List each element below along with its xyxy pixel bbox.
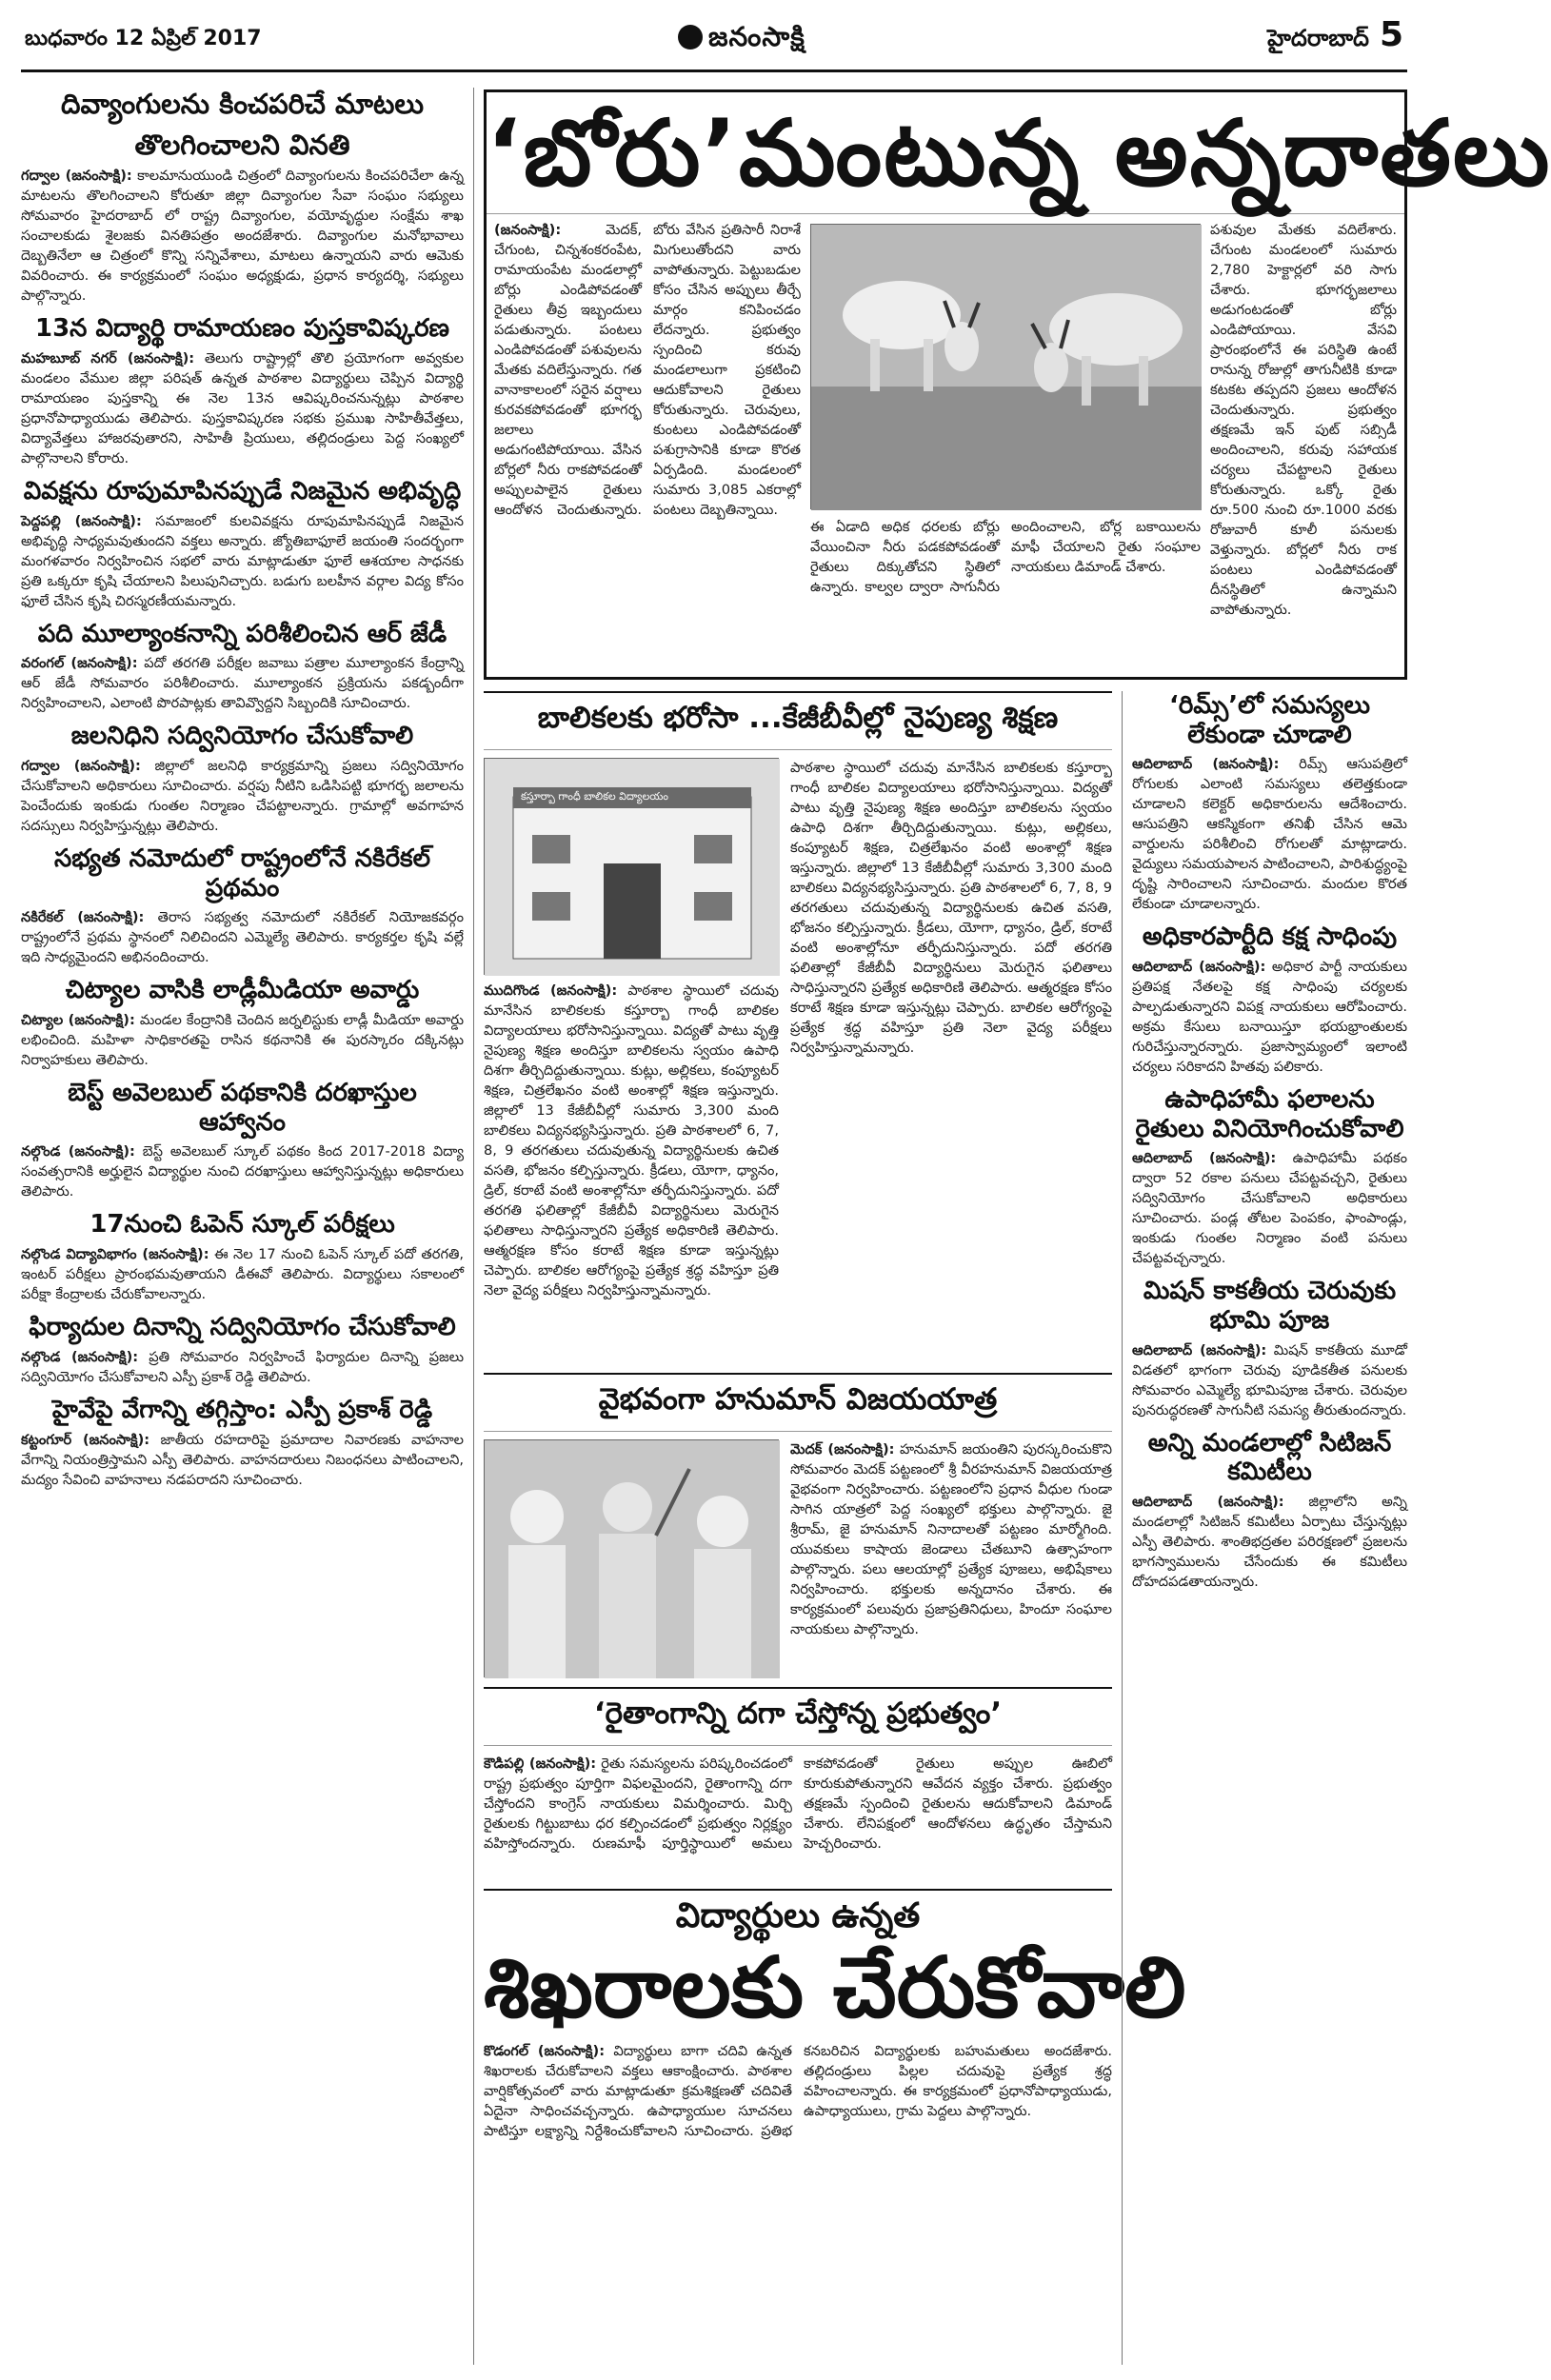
- story-headline: అన్ని మండలాల్లో సిటిజన్ కమిటీలు: [1147, 1428, 1392, 1487]
- edition-city: హైదరాబాద్: [1267, 25, 1369, 51]
- story-headline: వివక్షను రూపుమాపినప్పుడే నిజమైన అభివృద్ధి: [23, 477, 462, 506]
- story-ramayanam: [21, 314, 464, 468]
- story-kicker: విద్యార్థులు ఉన్నత: [675, 1896, 921, 1935]
- story-body: ఉపాధిహామీ పథకం ద్వారా 52 రకాల పనులు చేపట్టవచ్చని, రైతులు సద్వినియోగం చేసుకోవాలని అధికారులు సూచించారు. పండ్ల తోటల పెంపకం, ఫాంపాండ్లు, ఇంకుడు గుంతల నిర్మాణం వంటి పనులు చేపట్టవచ్చన్నారు.: [1132, 1150, 1407, 1267]
- story-kgbv: [484, 691, 1112, 1359]
- story-body: మండల కేంద్రానికి చెందిన జర్నలిస్టుకు లాడ్లీ మీడియా అవార్డు లభించింది. మహిళా సాధికారతపై రాసిన కథనానికి ఈ పురస్కారం దక్కినట్లు నిర్వాహకులు తెలిపారు.: [21, 1012, 464, 1069]
- story-body: పదో తరగతి పరీక్షల జవాబు పత్రాల మూల్యాంకన కేంద్రాన్ని ఆర్ జేడీ సోమవారం పరిశీలించారు. మూల్యాంకన ప్రక్రియను పకడ్బందీగా నిర్వహించాలని, ఎలాంటి పొరపాట్లకు తావివ్వొద్దని సిబ్బందికి సూచించారు.: [21, 655, 464, 712]
- story-body: కాలమానుయుండి చిత్రంలో దివ్యాంగులను కించపరిచేలా ఉన్న మాటలను తొలగించాలని కోరుతూ జిల్లా దివ్యాంగుల సేవా సంఘం సభ్యులు సోమవారం హైదరాబాద్ లో రాష్ట్ర దివ్యాంగుల, వయోవృద్ధుల సంక్షేమ శాఖ సంచాలకుడు శైలజకు వినతిపత్రం అందజేశారు. దివ్యాంగుల మనోభావాలు దెబ్బతినేలా ఆ చిత్రంలో కొన్ని సన్నివేశాలు, మాటలు ఉన్నాయని వారు ఆమెకు వివరించారు. ఈ కార్యక్రమంలో సంఘం అధ్యక్షుడు, ప్రధాన కార్యదర్శి, సభ్యులు పాల్గొన్నారు.: [21, 168, 465, 305]
- story-dateline: పెద్దపల్లి (జనంసాక్షి):: [21, 512, 142, 529]
- story-body: విద్యార్థులు బాగా చదివి ఉన్నత శిఖరాలకు చేరుకోవాలని వక్తలు ఆకాంక్షించారు. పాఠశాల వార్షికోత్సవంలో వారు మాట్లాడుతూ క్రమశిక్షణతో చదివితే ఏదైనా సాధించవచ్చన్నారు. ఉపాధ్యాయుల సూచనలు పాటిస్తూ లక్ష్యాన్ని నిర్దేశించుకోవాలని సూచించారు. ప్రతిభ కనబరిచిన విద్యార్థులకు బహుమతులు అందజేశారు. తల్లిదండ్రులు పిల్లల చదువుపై ప్రత్యేక శ్రద్ధ వహించాలన్నారు. ఈ కార్యక్రమంలో ప్రధానోపాధ్యాయుడు, ఉపాధ్యాయులు, గ్రామ పెద్దలు పాల్గొన్నారు.: [484, 2043, 1112, 2140]
- story-pada-mulyankanam: [21, 620, 464, 714]
- left-column: [21, 88, 474, 2365]
- story-body: ఈ నెల 17 నుంచి ఓపెన్ స్కూల్ పదో తరగతి, ఇంటర్ పరీక్షలు ప్రారంభమవుతాయని డీఈవో తెలిపారు. విద్యార్థులు సకాలంలో పరీక్షా కేంద్రాలకు చేరుకోవాలన్నారు.: [21, 1246, 465, 1303]
- story-students-heights: [484, 1889, 1186, 2365]
- story-upadhi-hami: [1132, 1085, 1407, 1268]
- story-dateline: ఆదిలాబాద్ (జనంసాక్షి):: [1132, 959, 1266, 976]
- story-headline: ‘రైతాంగాన్ని దగా చేస్తోన్న ప్రభుత్వం’: [484, 1687, 1112, 1746]
- story-open-school: [21, 1210, 464, 1304]
- story-dateline: గద్వాల (జనంసాక్షి):: [21, 758, 141, 775]
- story-body: జిల్లాలోని అన్ని మండలాల్లో సిటిజన్ కమిటీలు ఏర్పాటు చేస్తున్నట్లు ఎస్పీ తెలిపారు. శాంతిభద్రతల పరిరక్షణలో ప్రజలను భాగస్వాములను చేసేందుకు ఈ కమిటీలు దోహదపడతాయన్నారు.: [1132, 1494, 1407, 1591]
- story-headline: పది మూల్యాంకనాన్ని పరిశీలించిన ఆర్ జేడీ: [37, 619, 447, 648]
- story-dateline: మహబూబ్ నగర్ (జనంసాక్షి):: [21, 350, 195, 367]
- lead-body-middle: [810, 517, 1201, 669]
- story-body: రైతు సమస్యలను పరిష్కరించడంలో రాష్ట్ర ప్రభుత్వం పూర్తిగా విఫలమైందని, రైతాంగాన్ని దగా చేస్తోందని కాంగ్రెస్ నాయకులు విమర్శించారు. మిర్చి రైతులకు గిట్టుబాటు ధర కల్పించడంలో ప్రభుత్వం నిర్లక్ష్యం వహిస్తోందన్నారు. రుణమాఫీ పూర్తిస్థాయిలో అమలు కాకపోవడంతో రైతులు అప్పుల ఊబిలో కూరుకుపోతున్నారని ఆవేదన వ్యక్తం చేశారు. ప్రభుత్వం తక్షణమే స్పందించి రైతులను ఆదుకోవాలని డిమాండ్ చేశారు. లేనిపక్షంలో ఆందోళనలు ఉద్ధృతం చేస్తామని హెచ్చరించారు.: [484, 1755, 1112, 1852]
- story-grievance-day: [21, 1313, 464, 1387]
- story-headline: ఉపాధిహామీ ఫలాలను రైతులు వినియోగించుకోవాలి: [1135, 1085, 1404, 1143]
- story-rims: [1132, 691, 1407, 914]
- story-body: జిల్లాలో జలనిధి కార్యక్రమాన్ని ప్రజలు సద్వినియోగం చేసుకోవాలని అధికారులు సూచించారు. వర్షపు నీటిని ఒడిసిపట్టి భూగర్భ జలాలను పెంచేందుకు ఇంకుడు గుంతల నిర్మాణం చేపట్టాలన్నారు. గ్రామాల్లో అవగాహన సదస్సులు నిర్వహిస్తున్నట్లు తెలిపారు.: [21, 758, 465, 835]
- story-dateline: ఆదిలాబాద్ (జనంసాక్షి):: [1132, 1150, 1277, 1167]
- story-divyangula: [21, 88, 464, 120]
- issue-date: బుధవారం 12 ఏప్రిల్ 2017: [25, 27, 262, 50]
- right-column: [1122, 691, 1407, 2365]
- lead-body-text: ఈ ఏడాది అధిక ధరలకు బోర్లు వేయించినా నీరు పడకపోవడంతో రైతులు దిక్కుతోచని స్థితిలో ఉన్నారు. కాల్వల ద్వారా సాగునీరు అందించాలని, బోర్ల బకాయిలను మాఫీ చేయాలని రైతు సంఘాల నాయకులు డిమాండ్ చేశారు.: [810, 519, 1201, 595]
- story-dateline: నల్గొండ (జనంసాక్షి):: [21, 1348, 139, 1365]
- story-headline: అధికారపార్టీది కక్ష సాధింపు: [1142, 922, 1398, 952]
- story-dateline: కట్టంగూర్ (జనంసాక్షి):: [21, 1431, 150, 1448]
- lead-body-right: [1210, 220, 1397, 669]
- story-mission-kakatiya: [1132, 1277, 1407, 1419]
- lead-body-text: మెదక్, చేగుంట, చిన్నశంకరంపేట, రామాయంపేట మండలాల్లో బోర్లు ఎండిపోవడంతో రైతులు తీవ్ర ఇబ్బందులు పడుతున్నారు. పంటలు ఎండిపోవడంతో పశువులను మేతకు వదిలేస్తున్నారు. గత వానాకాలంలో సరైన వర్షాలు కురవకపోవడంతో భూగర్భ జలాలు అడుగంటిపోయాయి. వేసిన బోర్లలో నీరు రాకపోవడంతో అప్పులపాలైన రైతులు ఆందోళన చెందుతున్నారు. బోరు వేసిన ప్రతిసారీ నిరాశే మిగులుతోందని వారు వాపోతున్నారు. పెట్టుబడుల కోసం చేసిన అప్పులు తీర్చే మార్గం కనిపించడం లేదన్నారు. ప్రభుత్వం స్పందించి కరువు మండలాలుగా ప్రకటించి ఆదుకోవాలని రైతులు కోరుతున్నారు. చెరువులు, కుంటలు ఎండిపోవడంతో పశుగ్రాసానికి కూడా కొరత ఏర్పడింది. మండలంలో సుమారు 3,085 ఎకరాల్లో పంటలు దెబ్బతిన్నాయి.: [494, 222, 801, 518]
- story-headline: బెస్ట్ అవెలబుల్ పథకానికి దరఖాస్తుల ఆహ్వానం: [68, 1079, 417, 1137]
- story-headline: మిషన్ కాకతీయ చెరువుకు భూమి పూజ: [1143, 1277, 1397, 1336]
- story-dateline: గద్వాల (జనంసాక్షి):: [21, 168, 132, 185]
- lead-body-left: [494, 220, 801, 669]
- story-body-continued: పాఠశాల స్థాయిలో చదువు మానేసిన బాలికలకు కస్తూర్బా గాంధీ బాలికల విద్యాలయాలు భరోసానిస్తున్నాయి. విద్యతో పాటు వృత్తి నైపుణ్య శిక్షణ అందిస్తూ బాలికలను స్వయం ఉపాధి దిశగా తీర్చిదిద్దుతున్నాయి. కుట్లు, అల్లికలు, కంప్యూటర్ శిక్షణ, చిత్రలేఖనం వంటి అంశాల్లో శిక్షణ ఇస్తున్నారు. జిల్లాలో 13 కేజీబీవీల్లో సుమారు 3,300 మంది బాలికలు విద్యనభ్యసిస్తున్నారు. ప్రతి పాఠశాలలో 6, 7, 8, 9 తరగతులు చదువుతున్న విద్యార్థినులకు ఉచిత వసతి, భోజనం కల్పిస్తున్నారు. క్రీడలు, యోగా, ధ్యానం, డ్రిల్, కరాటే వంటి అంశాల్లోనూ తర్ఫీదునిస్తున్నారు. పదో తరగతి ఫలితాల్లో కేజీబీవీ విద్యార్థినులు మెరుగైన ఫలితాలు సాధిస్తున్నారని ప్రత్యేక అధికారిణి తెలిపారు. ఆత్మరక్షణ కోసం కరాటే శిక్షణ కూడా ఇస్తున్నట్లు చెప్పారు. బాలికల ఆరోగ్యంపై ప్రత్యేక శ్రద్ధ వహిస్తూ ప్రతి నెలా వైద్య పరీక్షలు నిర్వహిస్తున్నామన్నారు.: [790, 760, 1112, 1056]
- story-dateline: కొడంగల్ (జనంసాక్షి):: [484, 2043, 606, 2060]
- story-highway-speed: [21, 1396, 464, 1490]
- cattle-grazing-photo: [810, 224, 1201, 509]
- story-dateline: నల్గొండ విద్యావిభాగం (జనంసాక్షి):: [21, 1246, 209, 1263]
- lead-dateline: (జనంసాక్షి):: [494, 222, 562, 238]
- story-laadli-award: [21, 976, 464, 1070]
- story-dateline: నకిరేకల్ (జనంసాక్షి):: [21, 909, 145, 926]
- story-headline: జలనిధిని సద్వినియోగం చేసుకోవాలి: [70, 722, 414, 751]
- story-body: మిషన్ కాకతీయ మూడో విడతలో భాగంగా చెరువు పూడికతీత పనులకు సోమవారం ఎమ్మెల్యే భూమిపూజ చేశారు. చెరువుల పునరుద్ధరణతో సాగునీటి సమస్య తీరుతుందన్నారు.: [1132, 1341, 1408, 1418]
- story-govt-betrayal: [484, 1687, 1112, 1877]
- building-signboard: కస్తూర్బా గాంధీ బాలికల విద్యాలయం: [521, 790, 668, 803]
- story-dateline: ఆదిలాబాద్ (జనంసాక్షి):: [1132, 756, 1280, 773]
- story-jalanidhi: [21, 722, 464, 836]
- story-body: తెరాస సభ్యత్వ నమోదులో నకిరేకల్ నియోజకవర్గం రాష్ట్రంలోనే ప్రథమ స్థానంలో నిలిచిందని ఎమ్మెల్యే తెలిపారు. కార్యకర్తల కృషి వల్లే ఇది సాధ్యమైందని అభినందించారు.: [21, 909, 464, 966]
- story-headline: 17నుంచి ఓపెన్ స్కూల్ పరీక్షలు: [89, 1210, 395, 1240]
- story-divyangula-cont: [21, 129, 464, 306]
- story-body: రిమ్స్ ఆసుపత్రిలో రోగులకు ఎలాంటి సమస్యలు తలెత్తకుండా చూడాలని కలెక్టర్ అధికారులను ఆదేశించారు. ఆసుపత్రిని ఆకస్మికంగా తనిఖీ చేసిన ఆమె వార్డులను పరిశీలించి రోగులతో మాట్లాడారు. వైద్యులు సమయపాలన పాటించాలని, పారిశుద్ధ్యంపై దృష్టి సారించాలని సూచించారు. మందుల కొరత లేకుండా చూడాలన్నారు.: [1132, 756, 1407, 913]
- story-best-available: [21, 1079, 464, 1201]
- lead-story: [484, 89, 1551, 680]
- story-headline: సభ్యత నమోదులో రాష్ట్రంలోనే నకిరేకల్ ప్రథమం: [53, 844, 431, 902]
- story-headline: వైభవంగా హనుమాన్ విజయయాత్ర: [484, 1373, 1112, 1432]
- school-building-photo: [484, 758, 779, 975]
- lead-body-text: పశువుల మేతకు వదిలేశారు. చేగుంట మండలంలో సుమారు 2,780 హెక్టార్లలో వరి సాగు చేశారు. భూగర్భజలాలు అడుగంటడంతో బోర్లు ఎండిపోయాయి. వేసవి ప్రారంభంలోనే ఈ పరిస్థితి ఉంటే రానున్న రోజుల్లో తాగునీటికి కూడా కటకట తప్పదని ప్రజలు ఆందోళన చెందుతున్నారు. ప్రభుత్వం తక్షణమే ఇన్ పుట్ సబ్సిడీ అందించాలని, కరువు సహాయక చర్యలు చేపట్టాలని రైతులు కోరుతున్నారు. ఒక్కో రైతు రూ.500 నుంచి రూ.1000 వరకు రోజువారీ కూలీ పనులకు వెళ్తున్నారు. బోర్లలో నీరు రాక పంటలు ఎండిపోవడంతో దీనస్థితిలో ఉన్నామని వాపోతున్నారు.: [1210, 222, 1397, 618]
- story-vivaksha: [21, 477, 464, 611]
- story-body: సమాజంలో కులవివక్షను రూపుమాపినప్పుడే నిజమైన అభివృద్ధి సాధ్యమవుతుందని వక్తలు అన్నారు. జ్యోతిబాఫూలే జయంతి సందర్భంగా మంగళవారం నిర్వహించిన సభలో వారు మాట్లాడుతూ ఫూలే ఆశయాల సాధనకు ప్రతి ఒక్కరూ కృషి చేయాలని పిలుపునిచ్చారు. బడుగు బలహీన వర్గాల విద్య కోసం ఫూలే చేసిన కృషి చిరస్మరణీయమన్నారు.: [21, 512, 464, 609]
- story-body: జాతీయ రహదారిపై ప్రమాదాల నివారణకు వాహనాల వేగాన్ని నియంత్రిస్తామని ఎస్పీ తెలిపారు. వాహనదారులు నిబంధనలు పాటించాలని, మద్యం సేవించి వాహనాలు నడపరాదని సూచించారు.: [21, 1431, 464, 1488]
- page-number: 5: [1379, 15, 1403, 54]
- story-body: ప్రతి సోమవారం నిర్వహించే ఫిర్యాదుల దినాన్ని ప్రజలు సద్వినియోగం చేసుకోవాలని ఎస్పీ ప్రకాశ్ రెడ్డి తెలిపారు.: [21, 1348, 465, 1385]
- story-headline: దివ్యాంగులను కించపరిచే మాటలు: [60, 88, 424, 120]
- story-body: తెలుగు రాష్ట్రాల్లో తొలి ప్రయోగంగా అవ్వకుల మండలం వేముల జిల్లా పరిషత్ ఉన్నత పాఠశాల విద్యార్థులు చెప్పిన విద్యార్థి రామాయణం పుస్తకాన్ని ఈ నెల 13న ఆవిష్కరించనున్నట్లు పాఠశాల ప్రధానోపాధ్యాయుడు తెలిపారు. పుస్తకావిష్కరణ సభకు ప్రముఖ సాహితీవేత్తలు, విద్యావేత్తలు హాజరవుతారని, సాహితీ ప్రియులు, తల్లిదండ్రులు పెద్ద సంఖ్యలో పాల్గొనాలని కోరారు.: [21, 350, 464, 467]
- story-body: బెస్ట్ అవెలబుల్ స్కూల్ పథకం కింద 2017-2018 విద్యా సంవత్సరానికి అర్హులైన విద్యార్థుల నుంచి దరఖాస్తులు ఆహ్వానిస్తున్నట్లు అధికారులు తెలిపారు.: [21, 1143, 464, 1200]
- story-nakirekal: [21, 844, 464, 967]
- story-headline: 13న విద్యార్థి రామాయణం పుస్తకావిష్కరణ: [34, 314, 449, 344]
- procession-photo: [484, 1439, 779, 1677]
- story-headline: శిఖరాలకు చేరుకోవాలి: [484, 1938, 1186, 2036]
- cattle-illustration: [811, 225, 1202, 510]
- story-dateline: మెదక్ (జనంసాక్షి):: [790, 1441, 895, 1458]
- paper-name: జనంసాక్షి: [708, 21, 805, 52]
- story-kaksha-sadhimpu: [1132, 922, 1407, 1077]
- story-dateline: ఆదిలాబాద్ (జనంసాక్షి):: [1132, 1341, 1267, 1359]
- story-body: అధికార పార్టీ నాయకులు ప్రతిపక్ష నేతలపై కక్ష సాధింపు చర్యలకు పాల్పడుతున్నారని విపక్ష నాయకులు ఆరోపించారు. అక్రమ కేసులు బనాయిస్తూ భయభ్రాంతులకు గురిచేస్తున్నారన్నారు. ప్రజాస్వామ్యంలో ఇలాంటి చర్యలు సరికాదని హితవు పలికారు.: [1132, 959, 1407, 1076]
- story-headline: ‘రిమ్స్’లో సమస్యలు లేకుండా చూడాలి: [1169, 691, 1370, 749]
- masthead: [21, 13, 1407, 72]
- paper-logo: [678, 21, 805, 59]
- story-dateline: చిట్యాల (జనంసాక్షి):: [21, 1012, 135, 1029]
- logo-icon: [678, 25, 703, 50]
- procession-illustration: [485, 1440, 780, 1678]
- story-body: పాఠశాల స్థాయిలో చదువు మానేసిన బాలికలకు కస్తూర్బా గాంధీ బాలికల విద్యాలయాలు భరోసానిస్తున్నాయి. విద్యతో పాటు వృత్తి నైపుణ్య శిక్షణ అందిస్తూ బాలికలను స్వయం ఉపాధి దిశగా తీర్చిదిద్దుతున్నాయి. కుట్లు, అల్లికలు, కంప్యూటర్ శిక్షణ, చిత్రలేఖనం వంటి అంశాల్లో శిక్షణ ఇస్తున్నారు. జిల్లాలో 13 కేజీబీవీల్లో సుమారు 3,300 మంది బాలికలు విద్యనభ్యసిస్తున్నారు. ప్రతి పాఠశాలలో 6, 7, 8, 9 తరగతులు చదువుతున్న విద్యార్థినులకు ఉచిత వసతి, భోజనం కల్పిస్తున్నారు. క్రీడలు, యోగా, ధ్యానం, డ్రిల్, కరాటే వంటి అంశాల్లోనూ తర్ఫీదునిస్తున్నారు. పదో తరగతి ఫలితాల్లో కేజీబీవీ విద్యార్థినులు మెరుగైన ఫలితాలు సాధిస్తున్నారని ప్రత్యేక అధికారిణి తెలిపారు. ఆత్మరక్షణ కోసం కరాటే శిక్షణ కూడా ఇస్తున్నట్లు చెప్పారు. బాలికల ఆరోగ్యంపై ప్రత్యేక శ్రద్ధ వహిస్తూ ప్రతి నెలా వైద్య పరీక్షలు నిర్వహిస్తున్నామన్నారు.: [484, 982, 779, 1299]
- story-citizen-committees: [1132, 1429, 1407, 1592]
- story-headline: చిట్యాల వాసికి లాడ్లీమీడియా అవార్డు: [65, 976, 420, 1005]
- story-dateline: ముదిగొండ (జనంసాక్షి):: [484, 982, 618, 999]
- story-dateline: కౌడిపల్లి (జనంసాక్షి):: [484, 1755, 597, 1772]
- story-dateline: ఆదిలాబాద్ (జనంసాక్షి):: [1132, 1494, 1284, 1511]
- story-dateline: వరంగల్ (జనంసాక్షి):: [21, 655, 138, 672]
- story-headline: ఫిర్యాదుల దినాన్ని సద్వినియోగం చేసుకోవాలి: [29, 1313, 456, 1342]
- story-headline: హైవేపై వేగాన్ని తగ్గిస్తాం: ఎస్పీ ప్రకాశ్ రెడ్డి: [51, 1395, 433, 1424]
- story-headline: బాలికలకు భరోసా ...కేజీబీవీల్లో నైపుణ్య శిక్షణ: [484, 691, 1112, 750]
- story-hanuman-yatra: [484, 1373, 1112, 1674]
- story-dateline: నల్గొండ (జనంసాక్షి):: [21, 1143, 135, 1160]
- story-headline: తొలగించాలని వినతి: [134, 129, 350, 162]
- story-body: హనుమాన్ జయంతిని పురస్కరించుకొని సోమవారం మెదక్ పట్టణంలో శ్రీ వీరహనుమాన్ విజయయాత్ర వైభవంగా నిర్వహించారు. పట్టణంలోని ప్రధాన వీధుల గుండా సాగిన యాత్రలో పెద్ద సంఖ్యలో భక్తులు పాల్గొన్నారు. జై శ్రీరామ్, జై హనుమాన్ నినాదాలతో పట్టణం మార్మోగింది. యువకులు కాషాయ జెండాలు చేతబూని ఉత్సాహంగా పాల్గొన్నారు. పలు ఆలయాల్లో ప్రత్యేక పూజలు, అభిషేకాలు నిర్వహించారు. భక్తులకు అన్నదానం చేశారు. ఈ కార్యక్రమంలో పలువురు ప్రజాప్రతినిధులు, హిందూ సంఘాల నాయకులు పాల్గొన్నారు.: [790, 1441, 1113, 1637]
- lead-headline: ‘బోరు’మంటున్న అన్నదాతలు: [487, 92, 1404, 214]
